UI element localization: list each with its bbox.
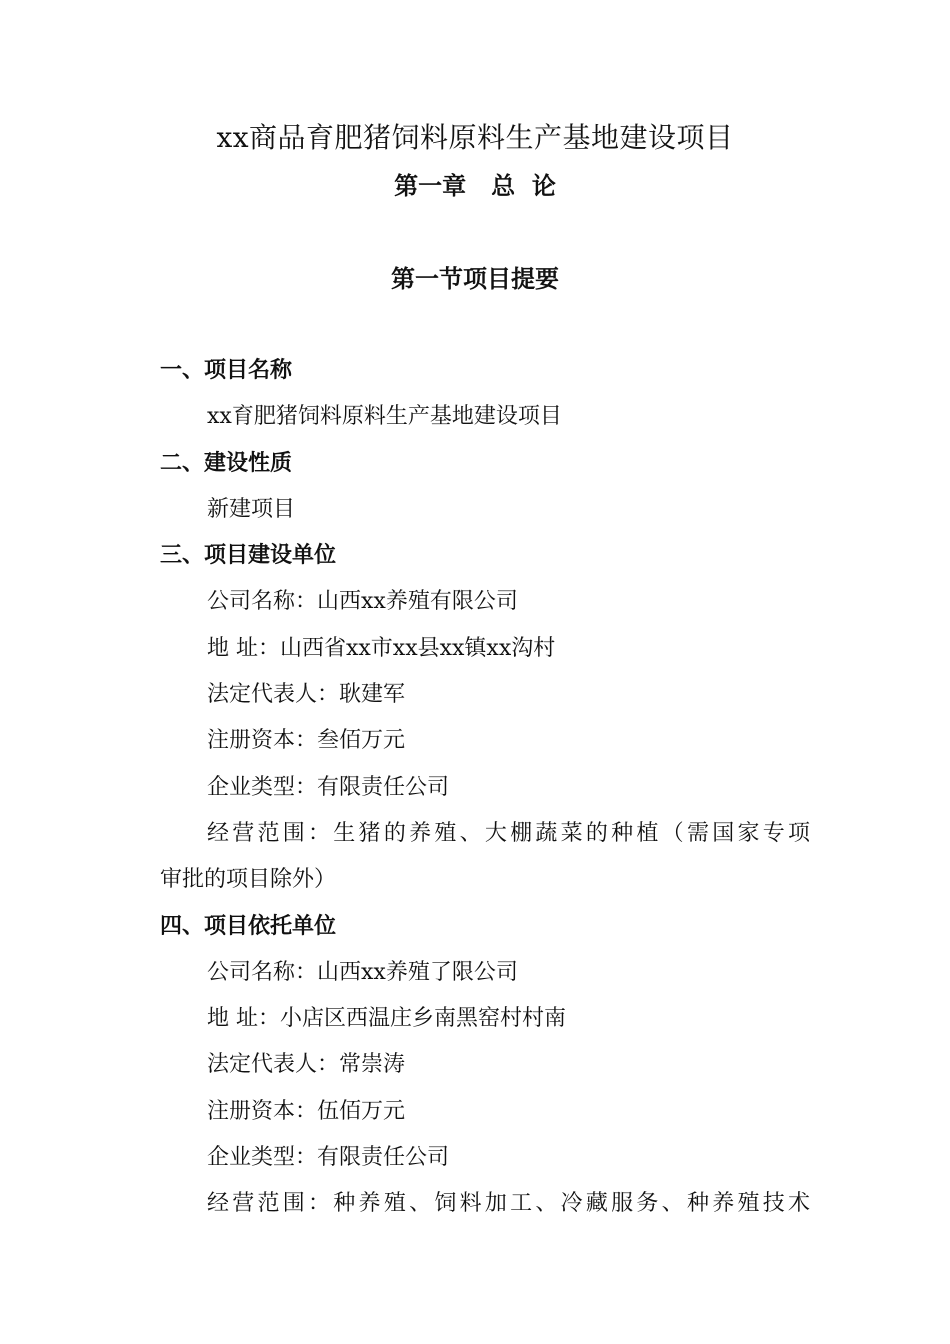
document-title: xx商品育肥猪饲料原料生产基地建设项目 [216,121,734,154]
supporter-company-name: 公司名称：山西xx养殖了限公司 [207,959,518,985]
document-body [160,348,810,1228]
builder-address: 地 址：山西省xx市xx县xx镇xx沟村 [207,635,556,661]
heading-supporting-unit: 四、项目依托单位 [160,913,337,939]
construction-nature-value: 新建项目 [207,496,296,522]
section-title: 第一节项目提要 [391,265,559,293]
builder-registered-capital: 注册资本：叁佰万元 [207,728,406,754]
supporter-address: 地 址：小店区西温庄乡南黑窑村村南 [207,1006,566,1032]
heading-project-name: 一、项目名称 [160,358,293,383]
supporter-business-scope-line1: 经营范围：种养殖、饲料加工、冷藏服务、种养殖技术 [207,1191,810,1217]
heading-construction-unit: 三、项目建设单位 [160,543,337,569]
supporter-registered-capital: 注册资本：伍佰万元 [207,1098,406,1124]
project-name-value: xx育肥猪饲料原料生产基地建设项目 [207,404,562,430]
supporter-legal-representative: 法定代表人：常崇涛 [207,1052,406,1078]
supporter-company-type: 企业类型：有限责任公司 [207,1145,450,1171]
builder-business-scope-line2: 审批的项目除外） [160,867,337,893]
builder-business-scope-line1: 经营范围：生猪的养殖、大棚蔬菜的种植（需国家专项 [207,820,810,846]
heading-construction-nature: 二、建设性质 [160,450,293,476]
builder-company-type: 企业类型：有限责任公司 [207,774,450,800]
chapter-title: 第一章 总 论 [394,172,556,200]
builder-legal-representative: 法定代表人：耿建军 [207,682,406,708]
builder-company-name: 公司名称：山西xx养殖有限公司 [207,589,518,615]
